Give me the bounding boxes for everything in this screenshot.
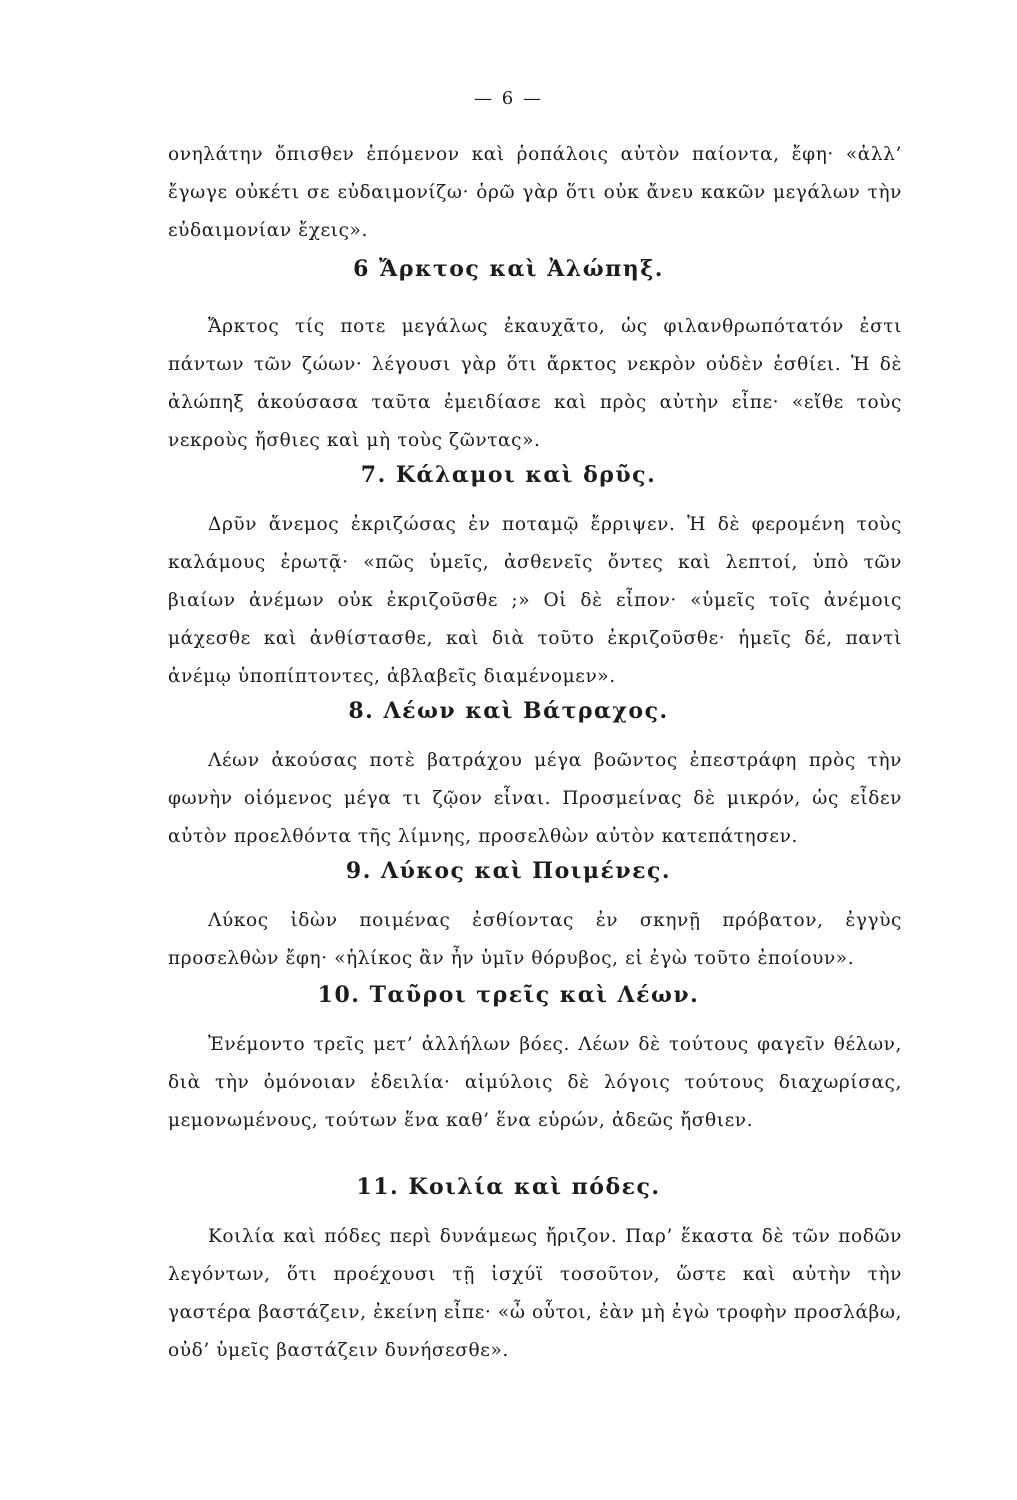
fable-title: 9. Λύκος καὶ Ποιμένες. [345, 858, 672, 884]
fable-text: Ἄρκτος τίς ποτε μεγάλως ἐκαυχᾶτο, ὡς φιλανθρωπότατόν ἐστι πάντων τῶν ζώων· λέγουσι γὰρ ὅτι ἄρκτος νεκρὸν οὐδὲν ἐσθίει. Ἡ δὲ ἀλώπηξ ἀκούσασα ταῦτα ἐμειδίασε καὶ πρὸς αὐτὴν εἶπε· «εἴθε τοὺς νεκροὺς ἤσθιες καὶ μὴ τοὺς ζῶντας». [168, 316, 902, 451]
fable-title: 7. Κάλαμοι καὶ δρῦς. [360, 462, 657, 488]
fable-text: Λύκος ἰδὼν ποιμένας ἐσθίοντας ἐν σκηνῇ πρόβατον, ἐγγὺς προσελθὼν ἔφη· «ἡλίκος ἂν ἦν ὑμῖν θόρυβος, εἰ ἐγὼ τοῦτο ἐποίουν». [168, 910, 902, 969]
fable-title: 11. Κοιλία καὶ πόδες. [356, 1174, 661, 1200]
fable-title: 10. Ταῦροι τρεῖς καὶ Λέων. [317, 982, 700, 1008]
fable-text: Λέων ἀκούσας ποτὲ βατράχου μέγα βοῶντος ἐπεστράφη πρὸς τὴν φωνὴν οἰόμενος μέγα τι ζῷον εἶναι. Προσμείνας δὲ μικρόν, ὡς εἶδεν αὐτὸν προελθόντα τῆς λίμνης, προσελθὼν αὐτὸν κατεπάτησεν. [168, 750, 902, 847]
fable-title: 6 Ἄρκτος καὶ Ἀλώπηξ. [353, 256, 664, 282]
fable-title: 8. Λέων καὶ Βάτραχος. [348, 698, 669, 724]
page-number: — 6 — [474, 88, 543, 109]
fable-text: Κοιλία καὶ πόδες περὶ δυνάμεως ἤριζον. Παρ’ ἕκαστα δὲ τῶν ποδῶν λεγόντων, ὅτι προέχουσι τῇ ἰσχύϊ τοσοῦτον, ὥστε καὶ αὐτὴν τὴν γαστέρα βαστάζειν, ἐκείνη εἶπε· «ὦ οὗτοι, ἐὰν μὴ ἐγὼ τροφὴν προσλάβω, οὐδ’ ὑμεῖς βαστάζειν δυνήσεσθε». [168, 1226, 902, 1361]
fable-text: Ἐνέμοντο τρεῖς μετ’ ἀλλήλων βόες. Λέων δὲ τούτους φαγεῖν θέλων, διὰ τὴν ὁμόνοιαν ἐδειλία· αἱμύλοις δὲ λόγοις τούτους διαχωρίσας, μεμονωμένους, τούτων ἕνα καθ’ ἕνα εὑρών, ἀδεῶς ἤσθιεν. [168, 1034, 902, 1131]
fable-text: Δρῦν ἄνεμος ἐκριζώσας ἐν ποταμῷ ἔρριψεν. Ἡ δὲ φερομένη τοὺς καλάμους ἐρωτᾷ· «πῶς ὑμεῖς, ἀσθενεῖς ὄντες καὶ λεπτοί, ὑπὸ τῶν βιαίων ἀνέμων οὐκ ἐκριζοῦσθε ;» Οἱ δὲ εἶπον· «ὑμεῖς τοῖς ἀνέμοις μάχεσθε καὶ ἀνθίστασθε, καὶ διὰ τοῦτο ἐκριζοῦσθε· ἡμεῖς δέ, παντὶ ἀνέμῳ ὑποπίπτοντες, ἀβλαβεῖς διαμένομεν». [168, 514, 902, 687]
intro-paragraph: ονηλάτην ὄπισθεν ἑπόμενον καὶ ῥοπάλοις αὐτὸν παίοντα, ἔφη· «ἀλλ’ ἔγωγε οὐκέτι σε εὐδαιμονίζω· ὁρῶ γὰρ ὅτι οὐκ ἄνευ κακῶν μεγάλων τὴν εὐδαιμονίαν ἔχεις». [168, 144, 902, 241]
